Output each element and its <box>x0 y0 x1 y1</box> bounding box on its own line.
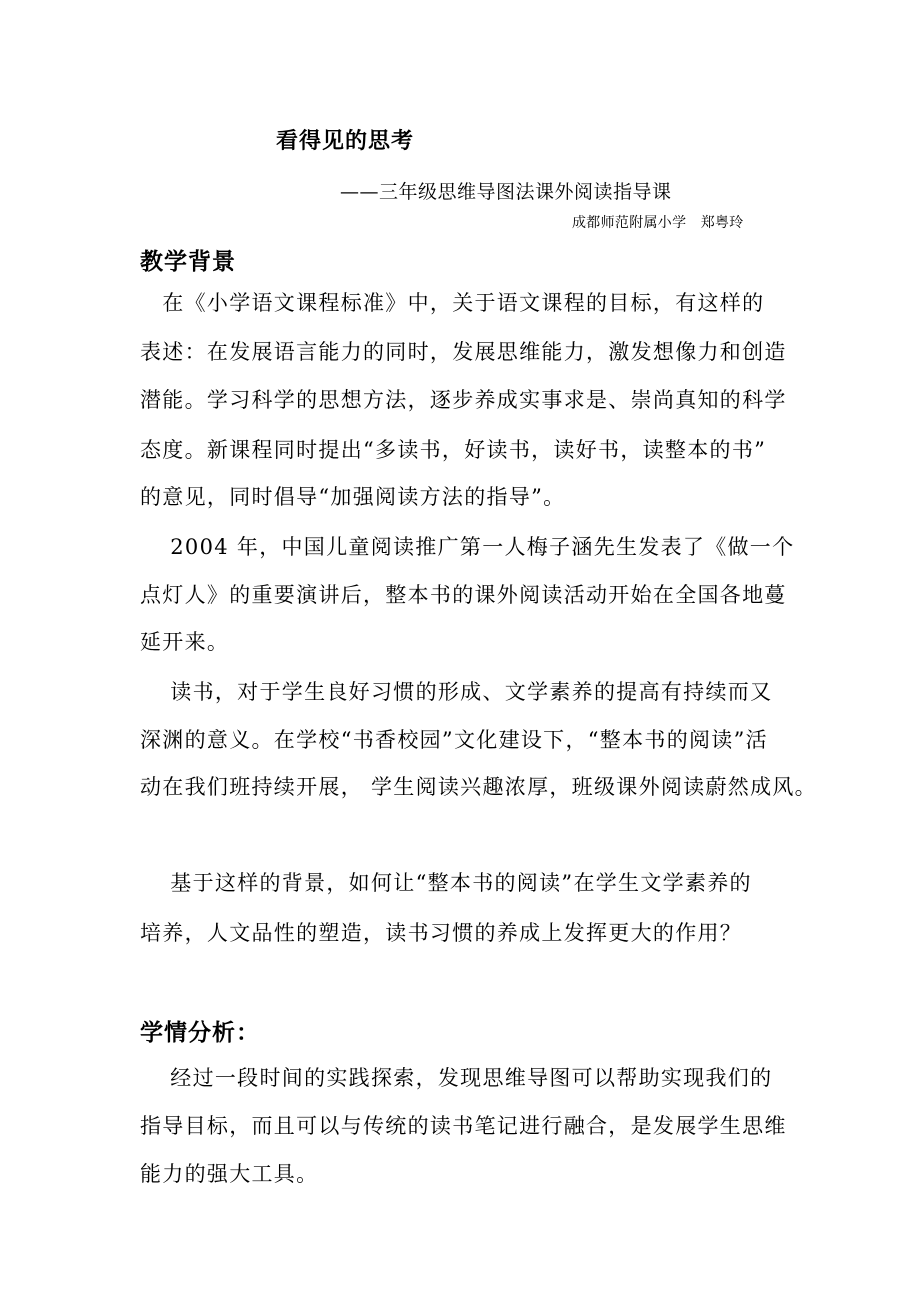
paragraph-line: 经过一段时间的实践探索，发现思维导图可以帮助实现我们的 <box>140 1066 773 1090</box>
paragraph-line: 在《小学语文课程标准》中，关于语文课程的目标，有这样的 <box>140 291 765 315</box>
paragraph-line: 基于这样的背景，如何让“整本书的阅读”在学生文学素养的 <box>140 871 752 895</box>
author-line: 成都师范附属小学 郑粤玲 <box>572 215 744 231</box>
document-subtitle: ——三年级思维导图法课外阅读指导课 <box>340 181 672 203</box>
paragraph-line: 指导目标，而且可以与传统的读书笔记进行融合，是发展学生思维 <box>140 1114 787 1138</box>
paragraph-line: 的意见，同时倡导“加强阅读方法的指导”。 <box>140 485 566 509</box>
document-title: 看得见的思考 <box>276 129 415 154</box>
paragraph-line: 潜能。学习科学的思想方法，逐步养成实事求是、崇尚真知的科学 <box>140 388 787 412</box>
paragraph-line: 读书，对于学生良好习惯的形成、文学素养的提高有持续而又 <box>140 680 773 704</box>
section-heading-background: 教学背景 <box>140 249 236 275</box>
paragraph-line: 培养，人文品性的塑造，读书习惯的养成上发挥更大的作用？ <box>140 921 743 945</box>
section-heading-student-analysis: 学情分析： <box>140 1020 260 1046</box>
paragraph-line: 2004 年，中国儿童阅读推广第一人梅子涵先生发表了《做一个 <box>140 535 795 559</box>
paragraph-line: 点灯人》的重要演讲后，整本书的课外阅读活动开始在全国各地蔓 <box>140 583 787 607</box>
paragraph-line: 态度。新课程同时提出“多读书，好读书，读好书，读整本的书” <box>140 438 767 462</box>
paragraph-line: 深渊的意义。在学校“书香校园”文化建设下，“整本书的阅读”活 <box>140 728 768 752</box>
paragraph-line: 动在我们班持续开展， 学生阅读兴趣浓厚，班级课外阅读蔚然成风。 <box>140 775 817 799</box>
paragraph-line: 能力的强大工具。 <box>140 1162 319 1186</box>
paragraph-line: 延开来。 <box>140 630 230 654</box>
paragraph-line: 表述：在发展语言能力的同时，发展思维能力，激发想像力和创造 <box>140 340 787 364</box>
